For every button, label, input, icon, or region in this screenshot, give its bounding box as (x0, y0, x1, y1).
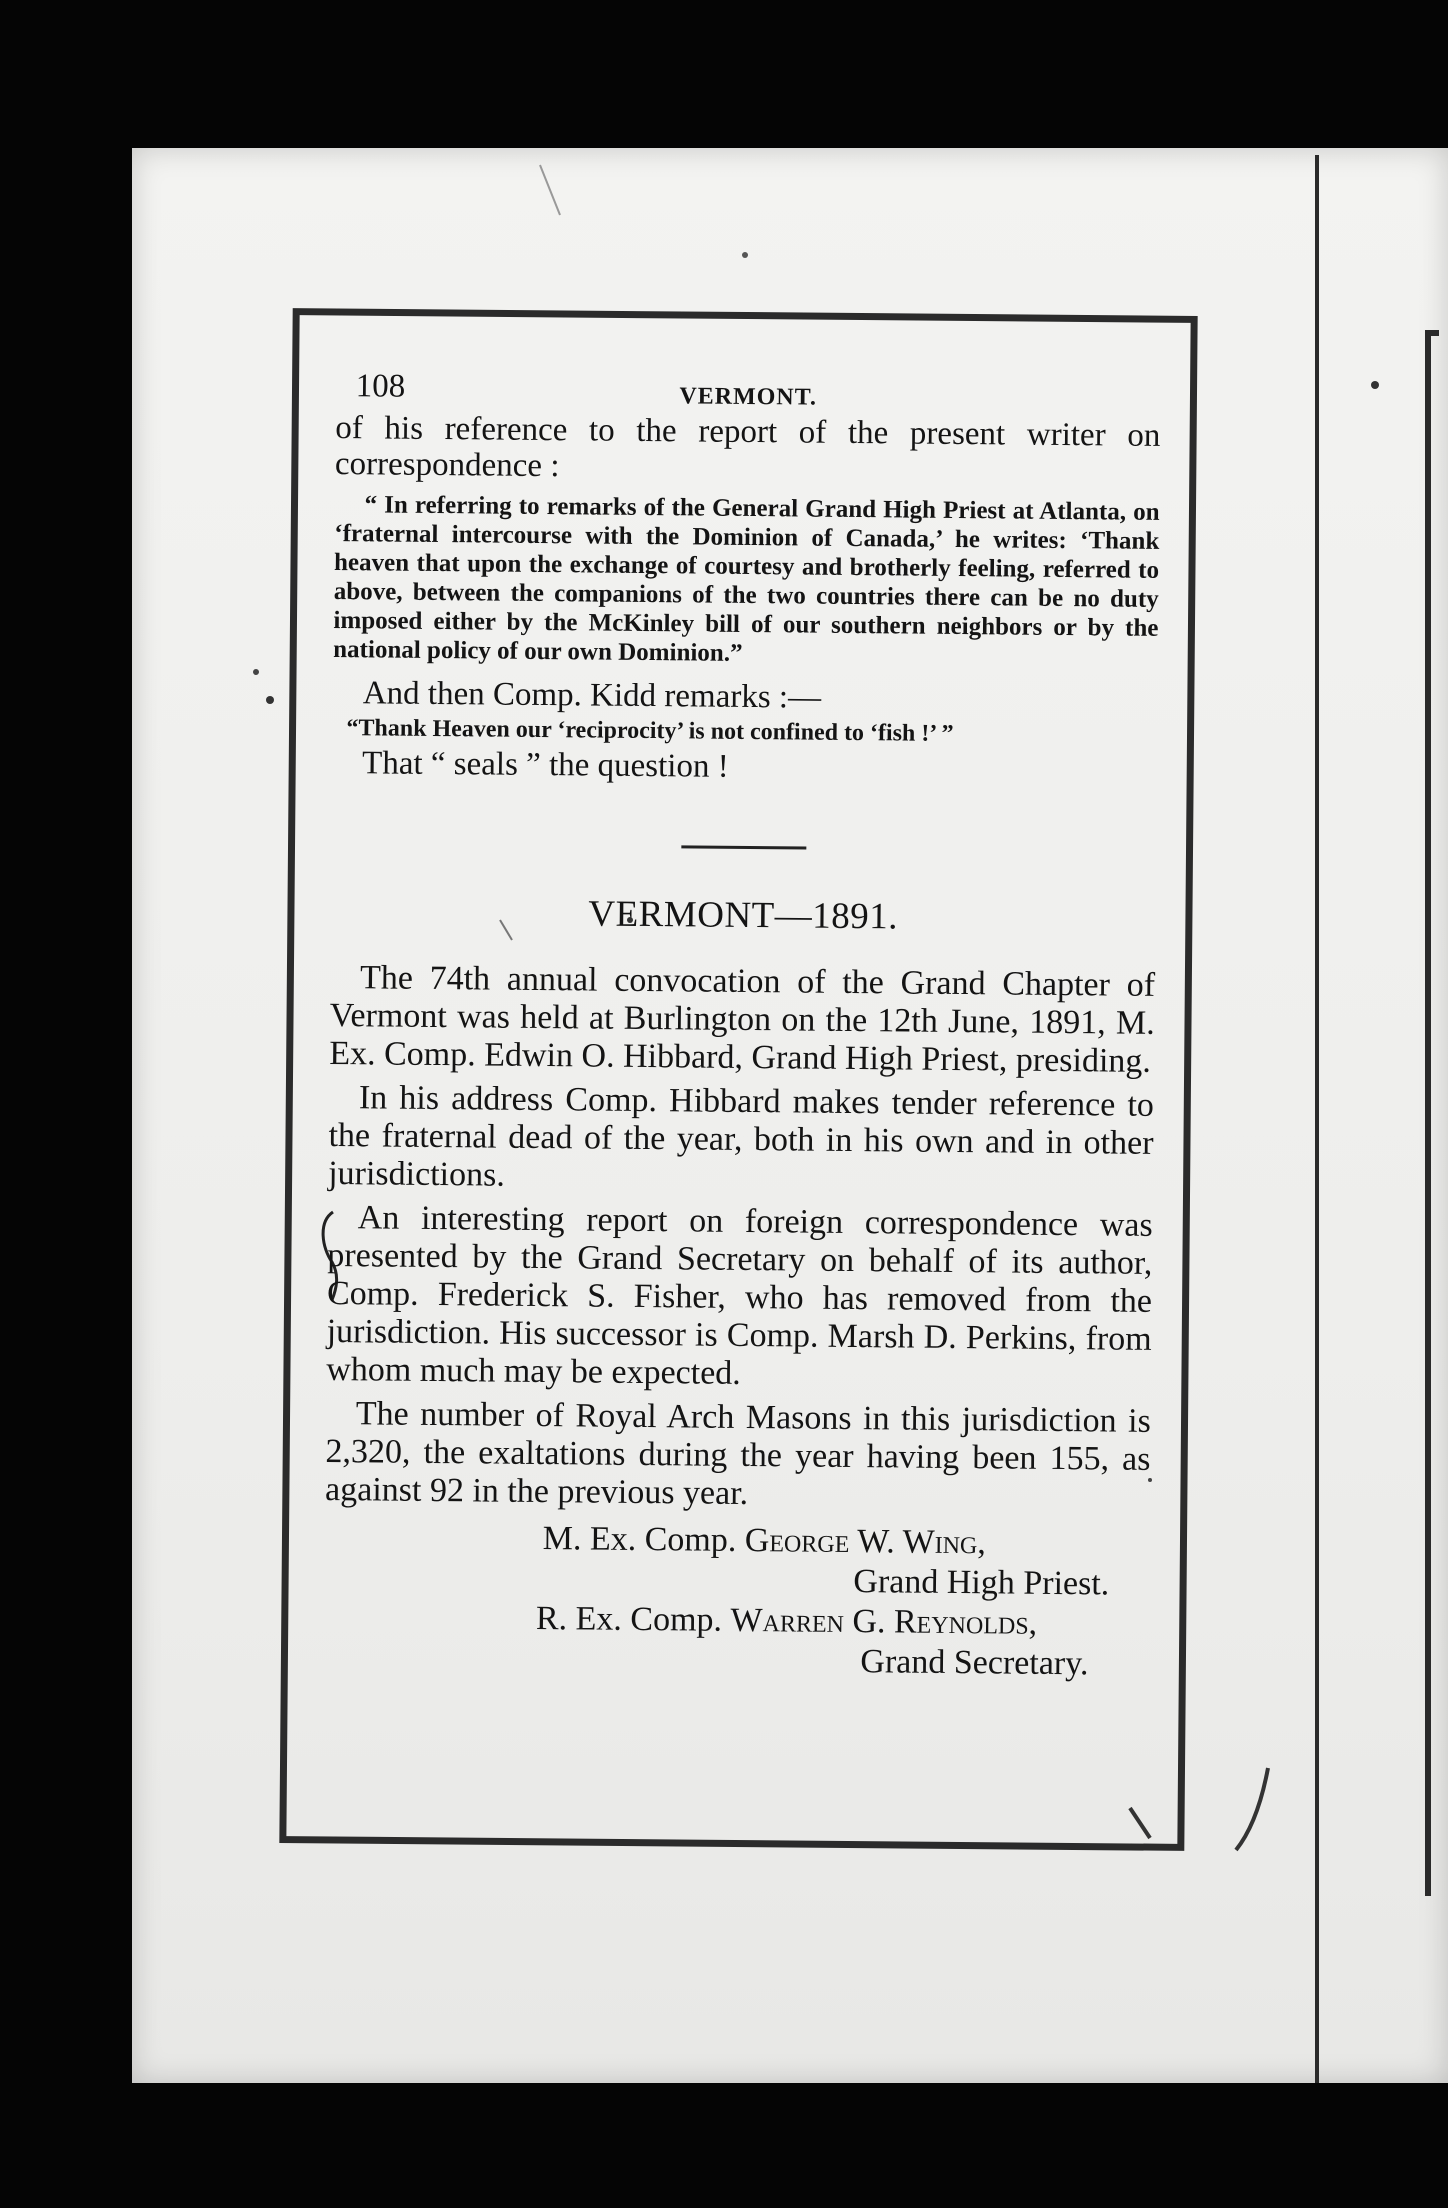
paragraph-correspondence: An interesting report on foreign correspondence was presented by the Grand Secretary on behalf of its author, Comp. Frederick S. Fisher, who has removed from the jurisdiction. His successor is Comp. Marsh D. Perkins, from whom much may be expected. (326, 1199, 1153, 1392)
paragraph-convocation: The 74th annual convocation of the Grand Chapter of Vermont was held at Burlington on the 12th June, 1891, M. Ex. Comp. Edwin O. Hibbard, Grand High Priest, presiding. (329, 959, 1156, 1080)
page-number: 108 (355, 368, 406, 405)
continued-paragraph: of his reference to the report of the present writer on correspondence : (334, 409, 1161, 485)
signature-grand-secretary (536, 1599, 1149, 1645)
closing-remark: That “ seals ” the question ! (361, 745, 729, 785)
signature-prefix: M. Ex. Comp. (542, 1520, 737, 1559)
signature-title-grand-secretary: Grand Secretary. (860, 1643, 1089, 1683)
paragraph-membership: The number of Royal Arch Masons in this jurisdiction is 2,320, the exaltations during the year having been 155, as against 92 in the previous year. (324, 1395, 1152, 1513)
section-divider (681, 845, 806, 849)
kidd-intro: And then Comp. Kidd remarks :— (362, 675, 822, 716)
signature-prefix: R. Ex. Comp. (535, 1599, 723, 1639)
running-head (336, 360, 1161, 418)
signature-title-grand-high-priest: Grand High Priest. (853, 1563, 1110, 1603)
page-content (323, 360, 1161, 1685)
section-title: VERMONT—1891. (588, 893, 899, 938)
signature-name: Warren G. Reynolds, (730, 1601, 1038, 1642)
block-quote: “ In referring to remarks of the General Grand High Priest at Atlanta, on ‘fraternal intercourse with the Dominion of Canada,’ he writes: ‘Thank heaven that upon the exchange of courtesy and brotherly feeling, referred to above, between the companions of the two countries there can be no duty imposed either by the McKinley bill of our southern neighbors or by the national policy of our own Dominion.” (333, 491, 1160, 667)
paragraph-address: In his address Comp. Hibbard makes tender reference to the fraternal dead of the year, both in his own and in other jurisdictions. (328, 1079, 1155, 1194)
signature-grand-high-priest (542, 1519, 1149, 1565)
kidd-quote: “Thank Heaven our ‘reciprocity’ is not confined to ‘fish !’ ” (346, 715, 954, 747)
running-title: VERMONT. (679, 383, 818, 411)
signature-name: George W. Wing, (744, 1521, 987, 1562)
